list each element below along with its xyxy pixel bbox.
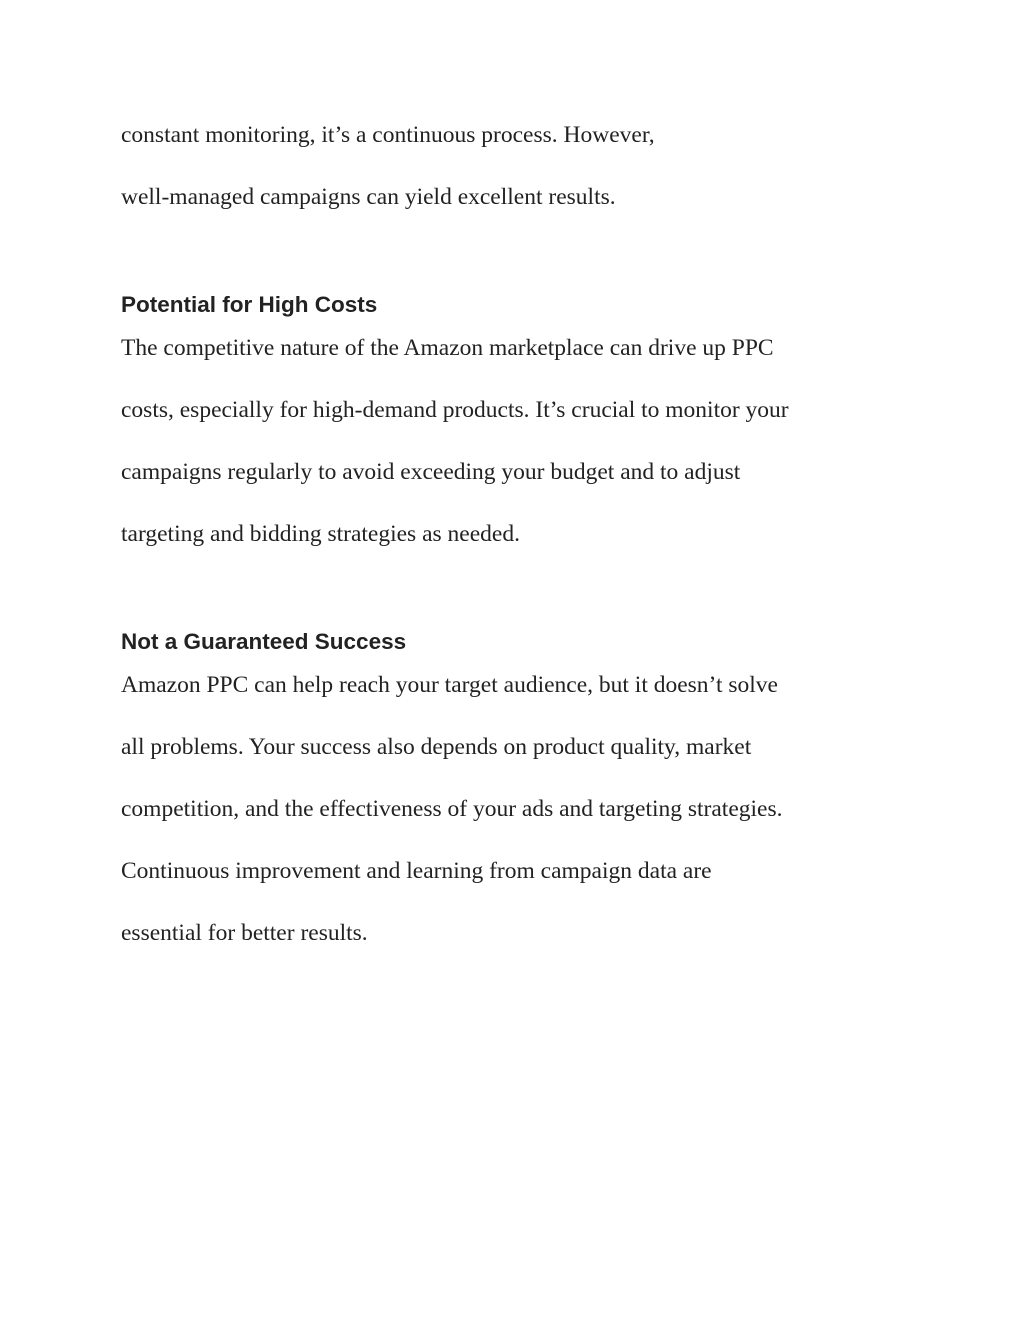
paragraph-line: targeting and bidding strategies as needed. <box>121 521 520 547</box>
paragraph-line: competition, and the effectiveness of your ads and targeting strategies. <box>121 796 783 822</box>
paragraph-line: constant monitoring, it’s a continuous process. However, <box>121 122 655 148</box>
section-potential-high-costs <box>121 290 921 578</box>
section-spacer <box>121 241 921 290</box>
paragraph-line: Amazon PPC can help reach your target audience, but it doesn’t solve <box>121 672 778 698</box>
paragraph-line: costs, especially for high-demand products. It’s crucial to monitor your <box>121 397 789 423</box>
paragraph-line: well-managed campaigns can yield excellent results. <box>121 184 616 210</box>
section-heading: Potential for High Costs <box>121 292 378 317</box>
paragraph-line: The competitive nature of the Amazon marketplace can drive up PPC <box>121 335 774 361</box>
section-paragraph <box>121 667 921 977</box>
document-body <box>121 117 921 977</box>
section-not-guaranteed-success <box>121 627 921 977</box>
intro-paragraph <box>121 117 921 241</box>
section-spacer <box>121 578 921 627</box>
paragraph-line: all problems. Your success also depends on product quality, market <box>121 734 752 760</box>
section-heading: Not a Guaranteed Success <box>121 629 407 654</box>
section-paragraph <box>121 330 921 578</box>
paragraph-line: Continuous improvement and learning from campaign data are <box>121 858 712 884</box>
paragraph-line: campaigns regularly to avoid exceeding your budget and to adjust <box>121 459 741 485</box>
paragraph-line: essential for better results. <box>121 920 368 946</box>
